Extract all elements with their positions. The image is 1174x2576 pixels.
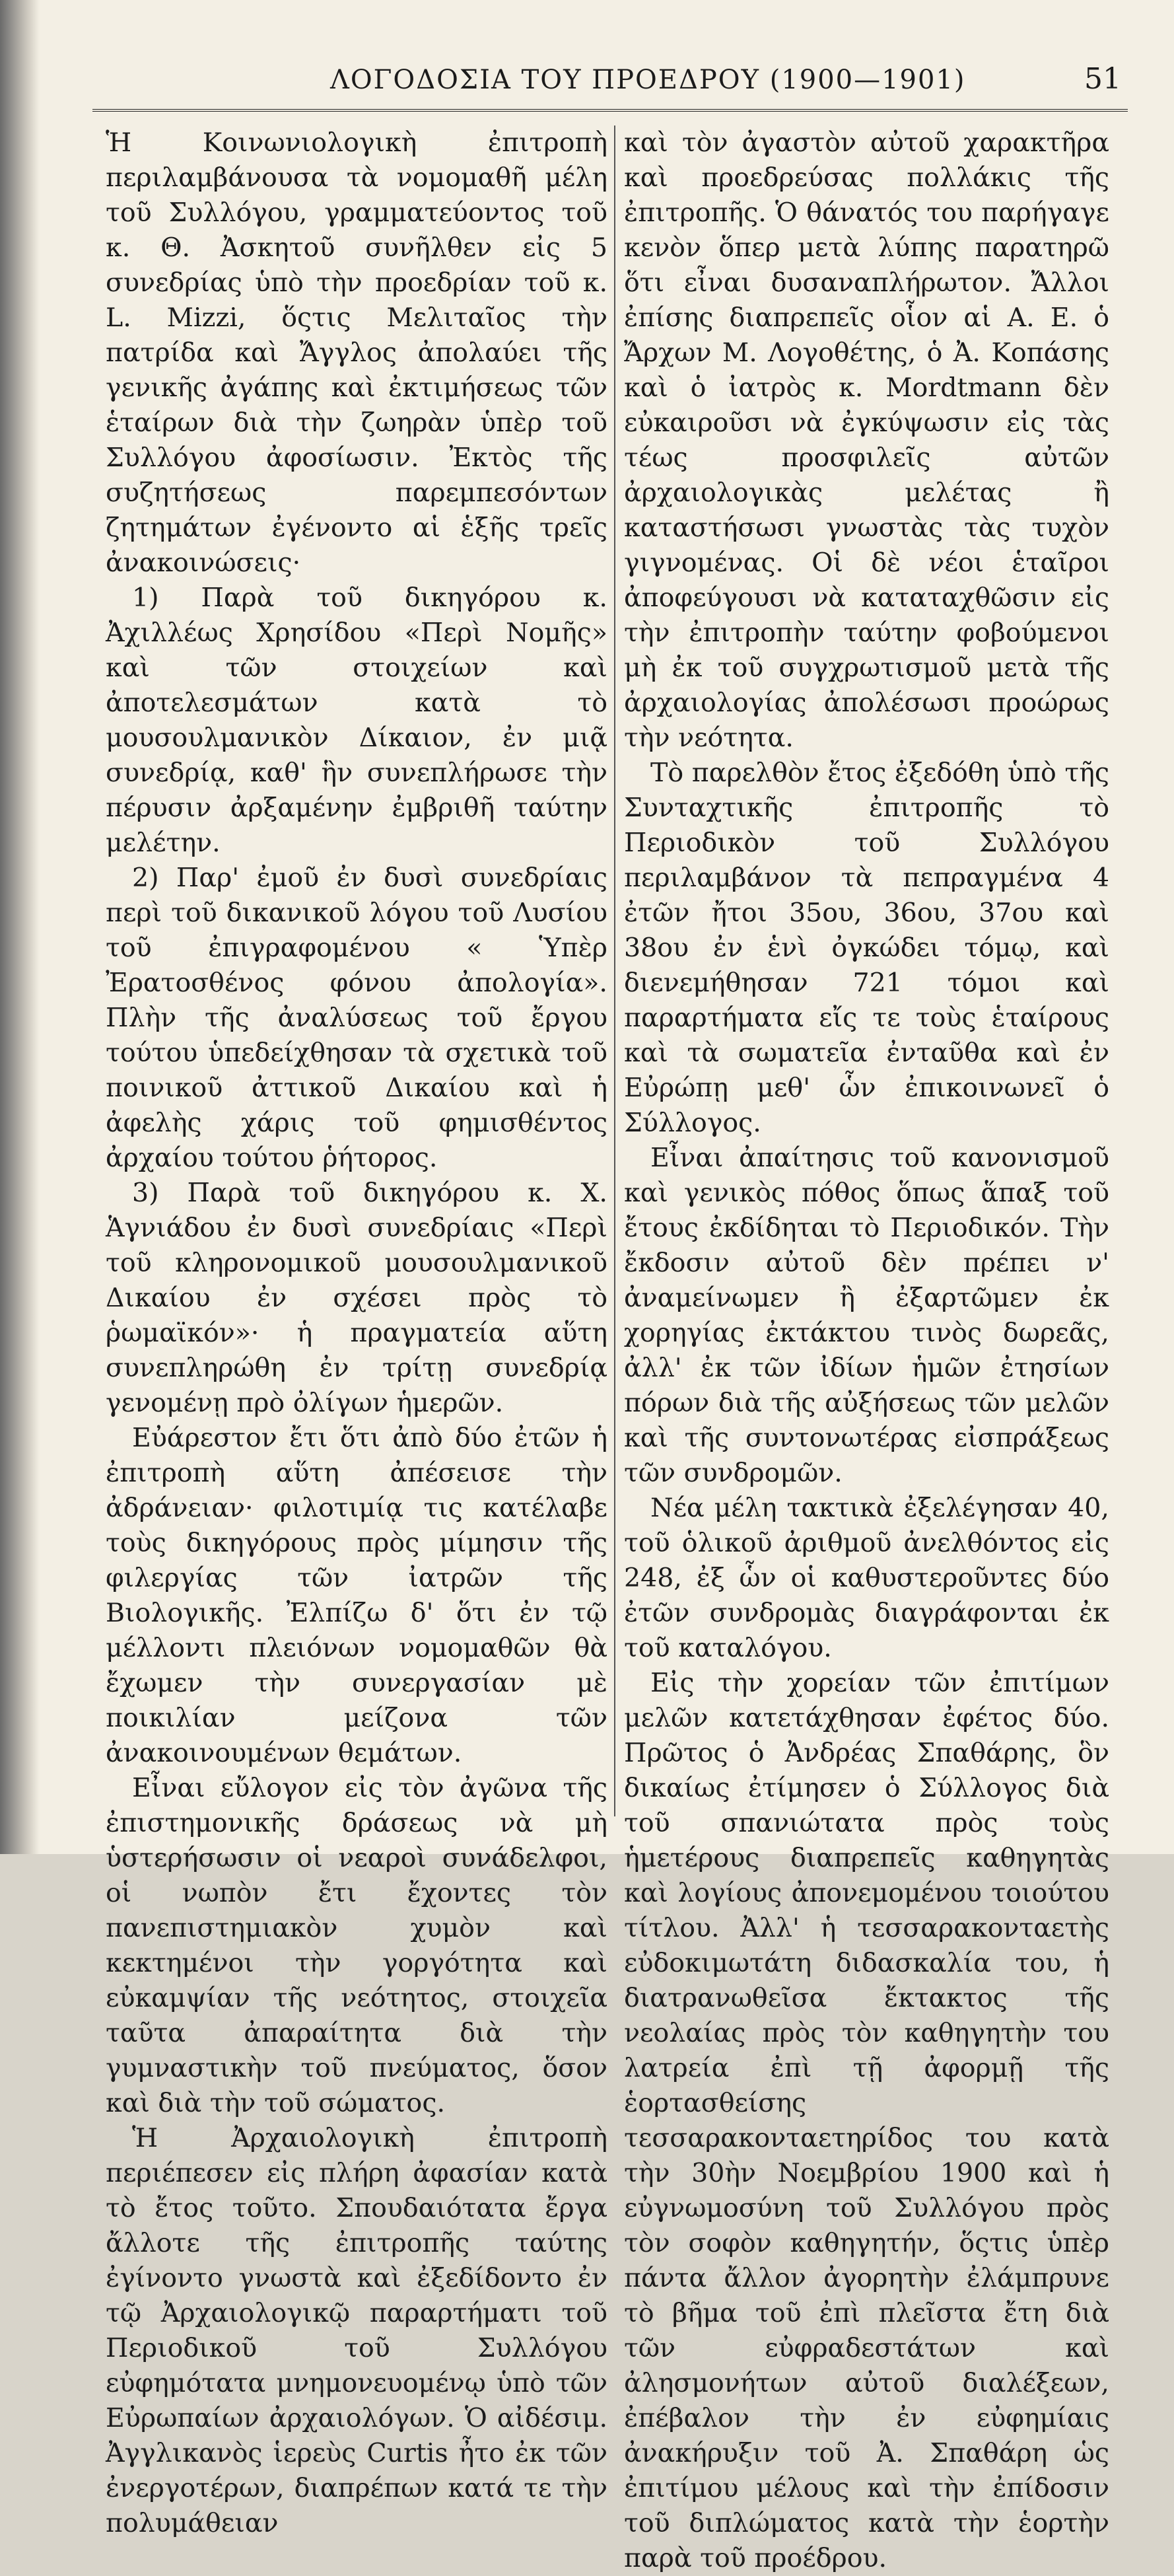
paragraph: 2) Παρ' ἐμοῦ ἐν δυσὶ συνεδρίαις περὶ τοῦ δικανικοῦ λόγου τοῦ Λυσίου τοῦ ἐπιγραφομένου « Ὑπὲρ Ἐρατοσθένος φόνου ἀπολογία». Πλὴν τῆς ἀναλύσεως τοῦ ἔργου τούτου ὑπεδείχθησαν τὰ σχετικὰ τοῦ ποινικοῦ ἀττικοῦ Δικαίου καὶ ἡ ἀφελὴς χάρις τοῦ φημισθέντος ἀρχαίου τούτου ῥήτορος. [106, 863, 607, 1173]
paragraph: 1) Παρὰ τοῦ δικηγόρου κ. Ἀχιλλέως Χρησίδου «Περὶ Νομῆς» καὶ τῶν στοιχείων καὶ ἀποτελεσμάτων κατὰ τὸ μουσουλμανικὸν Δίκαιον, ἐν μιᾷ συνεδρίᾳ, καθ' ἣν συνεπλήρωσε τὴν πέρυσιν ἀρξαμένην ἐμβριθῆ ταύτην μελέτην. [106, 583, 607, 858]
paragraph: Εἶναι ἀπαίτησις τοῦ κανονισμοῦ καὶ γενικὸς πόθος ὅπως ἅπαξ τοῦ ἔτους ἐκδίδηται τὸ Περιοδικόν. Τὴν ἔκδοσιν αὐτοῦ δὲν πρέπει ν' ἀναμείνωμεν ἢ ἐξαρτῶμεν ἐκ χορηγίας ἐκτάκτου τινὸς δωρεᾶς, ἀλλ' ἐκ τῶν ἰδίων ἡμῶν ἐτησίων πόρων διὰ τῆς αὐξήσεως τῶν μελῶν καὶ τῆς συντονωτέρας εἰσπράξεως τῶν συνδρομῶν. [624, 1143, 1109, 1488]
binding-shadow [0, 0, 40, 1854]
paragraph: 3) Παρὰ τοῦ δικηγόρου κ. Χ. Ἁγνιάδου ἐν δυσὶ συνεδρίαις «Περὶ τοῦ κληρονομικοῦ μουσουλμανικοῦ Δικαίου ἐν σχέσει πρὸς τὸ ῥωμαϊκόν»· ἡ πραγματεία αὕτη συνεπληρώθη ἐν τρίτῃ συνεδρίᾳ γενομένῃ πρὸ ὀλίγων ἡμερῶν. [106, 1178, 607, 1418]
paragraph: καὶ τὸν ἀγαστὸν αὐτοῦ χαρακτῆρα καὶ προεδρεύσας πολλάκις τῆς ἐπιτροπῆς. Ὁ θάνατός του παρήγαγε κενὸν ὅπερ μετὰ λύπης παρατηρῶ ὅτι εἶναι δυσαναπλήρωτον. Ἄλλοι ἐπίσης διαπρεπεῖς οἷον αἱ Α. Ε. ὁ Ἄρχων Μ. Λογοθέτης, ὁ Ἀ. Κοπάσης καὶ ὁ ἰατρὸς κ. Mordtmann δὲν εὐκαιροῦσι νὰ ἐγκύψωσιν εἰς τὰς τέως προσφιλεῖς αὐτῶν ἀρχαιολογικὰς μελέτας ἢ καταστήσωσι γνωστὰς τὰς τυχὸν γιγνομένας. Οἱ δὲ νέοι ἑταῖροι ἀποφεύγουσι νὰ καταταχθῶσιν εἰς τὴν ἐπιτροπὴν ταύτην φοβούμενοι μὴ ἐκ τοῦ συγχρωτισμοῦ μετὰ τῆς ἀρχαιολογίας ἀπολέσωσι προώρως τὴν νεότητα. [624, 127, 1109, 753]
paragraph: Εὐάρεστον ἔτι ὅτι ἀπὸ δύο ἐτῶν ἡ ἐπιτροπὴ αὕτη ἀπέσεισε τὴν ἀδράνειαν· φιλοτιμίᾳ τις κατέλαβε τοὺς δικηγόρους πρὸς μίμησιν τῆς φιλεργίας τῶν ἰατρῶν τῆς Βιολογικῆς. Ἐλπίζω δ' ὅτι ἐν τῷ μέλλοντι πλειόνων νομομαθῶν θὰ ἔχωμεν τὴν συνεργασίαν μὲ ποικιλίαν μείζονα τῶν ἀνακοινουμένων θεμάτων. [106, 1423, 607, 1768]
running-title: ΛΟΓΟΔΟΣΙΑ ΤΟΥ ΠΡΟΕΔΡΟΥ (1900—1901) [330, 65, 966, 95]
right-column [624, 125, 1109, 2573]
paragraph: Εἰς τὴν χορείαν τῶν ἐπιτίμων μελῶν κατετάχθησαν ἐφέτος δύο. Πρῶτος ὁ Ἀνδρέας Σπαθάρης, ὃν δικαίως ἐτίμησεν ὁ Σύλλογος διὰ τοῦ σπανιώτατα πρὸς τοὺς ἡμετέρους διαπρεπεῖς καθηγητὰς καὶ λογίους ἀπονεμομένου τοιούτου τίτλου. Ἀλλ' ἡ τεσσαρακονταετὴς εὐδοκιμωτάτη διδασκαλία του, ἡ διατρανωθεῖσα ἔκτακτος τῆς νεολαίας πρὸς τὸν καθηγητὴν του λατρεία ἐπὶ τῇ ἀφορμῇ τῆς ἑορτασθείσης τεσσαρακονταετηρίδος του κατὰ τὴν 30ὴν Νοεμβρίου 1900 καὶ ἡ εὐγνωμοσύνη τοῦ Συλλόγου πρὸς τὸν σοφὸν καθηγητήν, ὅςτις ὑπὲρ πάντα ἄλλον ἀγορητὴν ἐλάμπρυνε τὸ βῆμα τοῦ ἐπὶ πλεῖστα ἔτη διὰ τῶν εὐφραδεστάτων καὶ ἀλησμονήτων αὐτοῦ διαλέξεων, ἐπέβαλον τὴν ἐν εὐφημίαις ἀνακήρυξιν τοῦ Ἀ. Σπαθάρη ὡς ἐπιτίμου μέλους καὶ τὴν ἐπίδοσιν τοῦ διπλώματος κατὰ τὴν ἑορτὴν παρὰ τοῦ προέδρου. [624, 1668, 1109, 2573]
page-number: 51 [1084, 62, 1121, 96]
paragraph: Τὸ παρελθὸν ἔτος ἐξεδόθη ὑπὸ τῆς Συνταχτικῆς ἐπιτροπῆς τὸ Περιοδικὸν τοῦ Συλλόγου περιλαμβάνον τὰ πεπραγμένα 4 ἐτῶν ἤτοι 35ου, 36ου, 37ου καὶ 38ου ἐν ἑνὶ ὀγκώδει τόμῳ, καὶ διενεμήθησαν 721 τόμοι καὶ παραρτήματα εἴς τε τοὺς ἑταίρους καὶ τὰ σωματεῖα ἐνταῦθα καὶ ἐν Εὐρώπῃ μεθ' ὧν ἐπικοινωνεῖ ὁ Σύλλογος. [624, 758, 1109, 1138]
header-rule [92, 109, 1128, 112]
column-divider [614, 125, 615, 1816]
paragraph: Νέα μέλη τακτικὰ ἐξελέγησαν 40, τοῦ ὁλικοῦ ἀριθμοῦ ἀνελθόντος εἰς 248, ἐξ ὧν οἱ καθυστεροῦντες δύο ἐτῶν συνδρομὰς διαγράφονται ἐκ τοῦ καταλόγου. [624, 1493, 1109, 1663]
paragraph: Ἡ Ἀρχαιολογικὴ ἐπιτροπὴ περιέπεσεν εἰς πλήρη ἀφασίαν κατὰ τὸ ἔτος τοῦτο. Σπουδαιότατα ἔργα ἄλλοτε τῆς ἐπιτροπῆς ταύτης ἐγίνοντο γνωστὰ καὶ ἐξεδίδοντο ἐν τῷ Ἀρχαιολογικῷ παραρτήματι τοῦ Περιοδικοῦ τοῦ Συλλόγου εὐφημότατα μνημονευομένῳ ὑπὸ τῶν Εὐρωπαίων ἀρχαιολόγων. Ὁ αἰδέσιμ. Ἀγγλικανὸς ἱερεὺς Curtis ἦτο ἐκ τῶν ἐνεργοτέρων, διαπρέπων κατά τε τὴν πολυμάθειαν [106, 2123, 607, 2538]
left-column [106, 125, 607, 2538]
paragraph: Εἶναι εὔλογον εἰς τὸν ἀγῶνα τῆς ἐπιστημονικῆς δράσεως νὰ μὴ ὑστερήσωσιν οἱ νεαροὶ συνάδελφοι, οἱ νωπὸν ἔτι ἔχοντες τὸν πανεπιστημιακὸν χυμὸν καὶ κεκτημένοι τὴν γοργότητα καὶ εὐκαμψίαν τῆς νεότητος, στοιχεῖα ταῦτα ἀπαραίτητα διὰ τὴν γυμναστικὴν τοῦ πνεύματος, ὅσον καὶ διὰ τὴν τοῦ σώματος. [106, 1773, 607, 2118]
page-header [106, 58, 1121, 104]
paragraph: Ἡ Κοινωνιολογικὴ ἐπιτροπὴ περιλαμβάνουσα τὰ νομομαθῆ μέλη τοῦ Συλλόγου, γραμματεύοντος τοῦ κ. Θ. Ἀσκητοῦ συνῆλθεν εἰς 5 συνεδρίας ὑπὸ τὴν προεδρίαν τοῦ κ. L. Mizzi, ὅςτις Μελιταῖος τὴν πατρίδα καὶ Ἄγγλος ἀπολαύει τῆς γενικῆς ἀγάπης καὶ ἐκτιμήσεως τῶν ἑταίρων διὰ τὴν ζωηρὰν ὑπὲρ τοῦ Συλλόγου ἀφοσίωσιν. Ἐκτὸς τῆς συζητήσεως παρεμπεσόντων ζητημάτων ἐγένοντο αἱ ἑξῆς τρεῖς ἀνακοινώσεις· [106, 127, 607, 578]
